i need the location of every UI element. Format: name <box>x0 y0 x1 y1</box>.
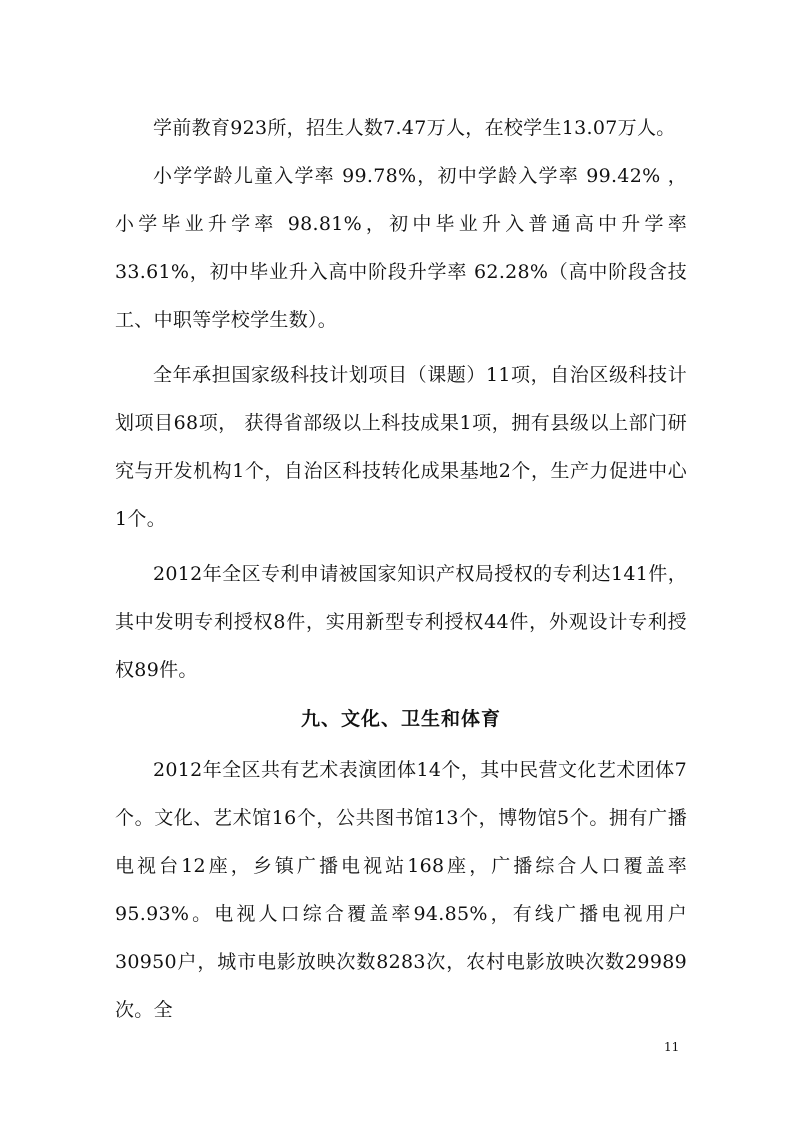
paragraph-preschool-education: 学前教育923所，招生人数7.47万人，在校学生13.07万人。 <box>153 117 676 139</box>
paragraph-science-technology-projects: 全年承担国家级科技计划项目（课题）11项，自治区级科技计划项目68项， 获得省部级以上科技成果1项，拥有县级以上部门研究与开发机构1个，自治区科技转化成果基地2个，生产力促进中心1个。 <box>115 364 687 530</box>
page-number: 11 <box>664 1040 680 1054</box>
paragraph-patents: 2012年全区专利申请被国家知识产权局授权的专利达141件，其中发明专利授权8件，实用新型专利授权44件，外观设计专利授权89件。 <box>115 563 687 681</box>
section-heading: 九、文化、卫生和体育 <box>300 708 501 730</box>
paragraph-enrollment-rates: 小学学龄儿童入学率 99.78%，初中学龄入学率 99.42% ，小学毕业升学率 98.81%，初中毕业升入普通高中升学率 33.61%，初中毕业升入高中阶段升学率 62.28%（高中阶段含技工、中职等学校学生数）。 <box>115 165 687 331</box>
paragraph-culture: 2012年全区共有艺术表演团体14个，其中民营文化艺术团体7个。文化、艺术馆16个，公共图书馆13个，博物馆5个。拥有广播电视台12座，乡镇广播电视站168座，广播综合人口覆盖率95.93%。电视人口综合覆盖率94.85%，有线广播电视用户30950户，城市电影放映次数8283次，农村电影放映次数29989次。全 <box>115 759 687 1021</box>
